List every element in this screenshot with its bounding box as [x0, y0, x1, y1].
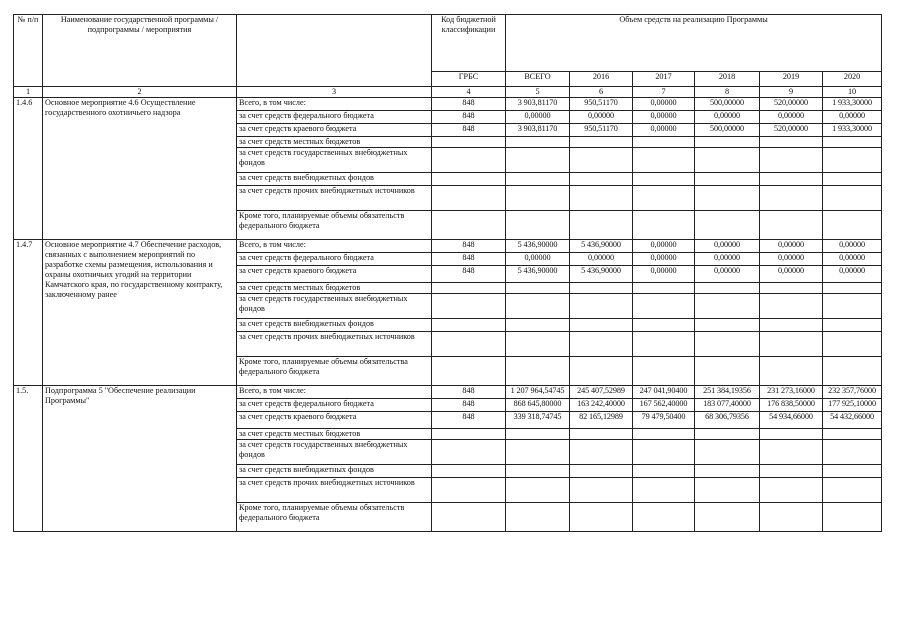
column-number: 4 [432, 87, 506, 98]
amount-cell: 1 207 964,54745 [506, 386, 570, 399]
grbs-code [432, 503, 506, 532]
amount-cell [695, 332, 760, 357]
grbs-code [432, 173, 506, 186]
table-row [14, 98, 882, 111]
amount-cell: 163 242,40000 [570, 399, 633, 412]
funding-source-label: Кроме того, планируемые объемы обязательств федерального бюджета [237, 503, 432, 532]
amount-cell [760, 173, 823, 186]
header-year-2018: 2018 [695, 72, 760, 87]
amount-cell [823, 503, 882, 532]
amount-cell: 520,00000 [760, 98, 823, 111]
amount-cell [506, 137, 570, 148]
amount-cell [570, 503, 633, 532]
amount-cell: 5 436,90000 [570, 266, 633, 283]
grbs-code: 848 [432, 253, 506, 266]
funding-source-label: за счет средств государственных внебюджетных фондов [237, 294, 432, 319]
header-grbs: ГРБС [432, 72, 506, 87]
column-number: 10 [823, 87, 882, 98]
amount-cell: 176 838,50000 [760, 399, 823, 412]
amount-cell [506, 478, 570, 503]
column-number-row [14, 87, 882, 98]
grbs-code [432, 429, 506, 440]
funding-source-label: за счет средств местных бюджетов [237, 137, 432, 148]
amount-cell [506, 429, 570, 440]
column-number: 5 [506, 87, 570, 98]
amount-cell [570, 137, 633, 148]
measure-name: Основное мероприятие 4.7 Обеспечение расходов, связанных с выполнением мероприятий по разработке схемы размещения, использования и охраны охотничьих угодий на территории Камчатского края, по государственному контракту, заключенному ранее [43, 240, 237, 386]
amount-cell: 0,00000 [823, 253, 882, 266]
amount-cell: 82 165,12989 [570, 412, 633, 429]
amount-cell [570, 211, 633, 240]
header-year-2019: 2019 [760, 72, 823, 87]
table-row [14, 386, 882, 399]
header-name: Наименование государственной программы / подпрограммы / мероприятия [43, 15, 237, 87]
funding-source-label: за счет средств местных бюджетов [237, 429, 432, 440]
amount-cell [823, 283, 882, 294]
amount-cell [570, 357, 633, 386]
amount-cell [633, 211, 695, 240]
table-body [14, 15, 882, 532]
amount-cell: 500,00000 [695, 124, 760, 137]
amount-cell: 54 934,66000 [760, 412, 823, 429]
amount-cell: 0,00000 [823, 111, 882, 124]
header-year-total: ВСЕГО [506, 72, 570, 87]
amount-cell [695, 294, 760, 319]
funding-source-label: за счет средств федерального бюджета [237, 399, 432, 412]
amount-cell [695, 429, 760, 440]
grbs-code [432, 283, 506, 294]
amount-cell [570, 332, 633, 357]
funding-source-label: за счет средств федерального бюджета [237, 253, 432, 266]
amount-cell: 54 432,66000 [823, 412, 882, 429]
measure-name: Подпрограмма 5 "Обеспечение реализации Программы" [43, 386, 237, 532]
funding-source-label: Всего, в том числе: [237, 98, 432, 111]
funding-source-label: за счет средств краевого бюджета [237, 266, 432, 283]
grbs-code [432, 440, 506, 465]
amount-cell: 868 645,80000 [506, 399, 570, 412]
amount-cell: 950,51170 [570, 98, 633, 111]
header-year-2017: 2017 [633, 72, 695, 87]
amount-cell [823, 332, 882, 357]
amount-cell [506, 186, 570, 211]
amount-cell [570, 319, 633, 332]
amount-cell [633, 294, 695, 319]
funding-source-label: за счет средств внебюджетных фондов [237, 173, 432, 186]
column-number: 7 [633, 87, 695, 98]
amount-cell [633, 465, 695, 478]
funding-source-label: за счет средств внебюджетных фондов [237, 465, 432, 478]
amount-cell: 950,51170 [570, 124, 633, 137]
amount-cell: 231 273,16000 [760, 386, 823, 399]
amount-cell [633, 186, 695, 211]
amount-cell [633, 440, 695, 465]
amount-cell [633, 137, 695, 148]
column-number: 8 [695, 87, 760, 98]
amount-cell [695, 503, 760, 532]
amount-cell [506, 319, 570, 332]
column-number: 6 [570, 87, 633, 98]
amount-cell [760, 137, 823, 148]
amount-cell: 500,00000 [695, 98, 760, 111]
amount-cell: 68 306,79356 [695, 412, 760, 429]
header-year-2020: 2020 [823, 72, 882, 87]
amount-cell [633, 319, 695, 332]
funding-source-label: Кроме того, планируемые объемы обязательства федерального бюджета [237, 357, 432, 386]
funding-source-label: за счет средств прочих внебюджетных источников [237, 186, 432, 211]
funding-source-label: Кроме того, планируемые объемы обязательств федерального бюджета [237, 211, 432, 240]
amount-cell: 0,00000 [695, 111, 760, 124]
amount-cell [506, 503, 570, 532]
row-number: 1.5. [14, 386, 43, 532]
grbs-code [432, 357, 506, 386]
amount-cell [633, 332, 695, 357]
grbs-code [432, 465, 506, 478]
amount-cell [823, 478, 882, 503]
amount-cell [823, 465, 882, 478]
header-number: № п/п [14, 15, 43, 87]
amount-cell: 3 903,81170 [506, 98, 570, 111]
amount-cell [695, 465, 760, 478]
amount-cell [506, 173, 570, 186]
amount-cell: 0,00000 [695, 253, 760, 266]
amount-cell: 0,00000 [633, 98, 695, 111]
header-volume: Объем средств на реализацию Программы [506, 15, 882, 72]
amount-cell [695, 173, 760, 186]
amount-cell [823, 186, 882, 211]
amount-cell [570, 148, 633, 173]
amount-cell: 245 407,52989 [570, 386, 633, 399]
amount-cell: 5 436,90000 [506, 266, 570, 283]
amount-cell: 5 436,90000 [570, 240, 633, 253]
amount-cell: 0,00000 [823, 240, 882, 253]
amount-cell [760, 211, 823, 240]
amount-cell: 339 318,74745 [506, 412, 570, 429]
header-row [14, 15, 882, 72]
amount-cell: 0,00000 [823, 266, 882, 283]
amount-cell: 3 903,81170 [506, 124, 570, 137]
column-number: 3 [237, 87, 432, 98]
amount-cell: 520,00000 [760, 124, 823, 137]
grbs-code: 848 [432, 399, 506, 412]
amount-cell [823, 294, 882, 319]
funding-source-label: за счет средств краевого бюджета [237, 124, 432, 137]
amount-cell [570, 294, 633, 319]
amount-cell [760, 148, 823, 173]
amount-cell [823, 357, 882, 386]
amount-cell: 0,00000 [760, 111, 823, 124]
grbs-code: 848 [432, 98, 506, 111]
amount-cell [506, 294, 570, 319]
amount-cell [695, 186, 760, 211]
grbs-code [432, 294, 506, 319]
grbs-code: 848 [432, 386, 506, 399]
amount-cell: 183 077,40000 [695, 399, 760, 412]
amount-cell: 1 933,30000 [823, 98, 882, 111]
amount-cell [570, 465, 633, 478]
grbs-code: 848 [432, 266, 506, 283]
grbs-code: 848 [432, 124, 506, 137]
amount-cell: 0,00000 [570, 253, 633, 266]
amount-cell [570, 173, 633, 186]
header-source [237, 15, 432, 87]
grbs-code [432, 478, 506, 503]
amount-cell [823, 148, 882, 173]
funding-source-label: за счет средств государственных внебюджетных фондов [237, 440, 432, 465]
table-row [14, 240, 882, 253]
amount-cell [506, 357, 570, 386]
amount-cell [695, 319, 760, 332]
amount-cell [760, 440, 823, 465]
amount-cell: 0,00000 [506, 111, 570, 124]
amount-cell [823, 137, 882, 148]
amount-cell [506, 332, 570, 357]
header-code: Код бюджетной классификации [432, 15, 506, 72]
grbs-code: 848 [432, 111, 506, 124]
amount-cell [506, 283, 570, 294]
amount-cell: 0,00000 [760, 240, 823, 253]
grbs-code [432, 319, 506, 332]
amount-cell [695, 211, 760, 240]
amount-cell: 0,00000 [633, 111, 695, 124]
funding-source-label: за счет средств прочих внебюджетных источников [237, 332, 432, 357]
amount-cell [760, 357, 823, 386]
amount-cell: 247 041,90400 [633, 386, 695, 399]
grbs-code [432, 148, 506, 173]
amount-cell [823, 319, 882, 332]
amount-cell [695, 357, 760, 386]
grbs-code: 848 [432, 240, 506, 253]
amount-cell [760, 429, 823, 440]
amount-cell [823, 429, 882, 440]
column-number: 2 [43, 87, 237, 98]
amount-cell [760, 186, 823, 211]
amount-cell [695, 148, 760, 173]
amount-cell [760, 283, 823, 294]
funding-source-label: за счет средств федерального бюджета [237, 111, 432, 124]
amount-cell [695, 440, 760, 465]
amount-cell [633, 503, 695, 532]
amount-cell: 0,00000 [695, 240, 760, 253]
row-number: 1.4.6 [14, 98, 43, 240]
budget-table [13, 14, 882, 532]
header-year-2016: 2016 [570, 72, 633, 87]
amount-cell: 79 479,50400 [633, 412, 695, 429]
amount-cell [506, 148, 570, 173]
amount-cell: 0,00000 [633, 266, 695, 283]
measure-name: Основное мероприятие 4.6 Осуществление государственного охотничьего надзора [43, 98, 237, 240]
amount-cell [823, 440, 882, 465]
grbs-code [432, 211, 506, 240]
amount-cell [633, 429, 695, 440]
amount-cell [760, 294, 823, 319]
amount-cell [570, 283, 633, 294]
amount-cell: 177 925,10000 [823, 399, 882, 412]
amount-cell [760, 503, 823, 532]
funding-source-label: Всего, в том числе: [237, 240, 432, 253]
amount-cell: 1 933,30000 [823, 124, 882, 137]
amount-cell [760, 465, 823, 478]
funding-source-label: за счет средств местных бюджетов [237, 283, 432, 294]
amount-cell [695, 478, 760, 503]
amount-cell [633, 148, 695, 173]
amount-cell [823, 211, 882, 240]
funding-source-label: Всего, в том числе: [237, 386, 432, 399]
amount-cell [633, 283, 695, 294]
column-number: 9 [760, 87, 823, 98]
amount-cell [633, 173, 695, 186]
amount-cell [760, 319, 823, 332]
amount-cell: 167 562,40000 [633, 399, 695, 412]
funding-source-label: за счет средств внебюджетных фондов [237, 319, 432, 332]
amount-cell [695, 283, 760, 294]
grbs-code [432, 186, 506, 211]
amount-cell [570, 186, 633, 211]
amount-cell: 251 384,19356 [695, 386, 760, 399]
grbs-code: 848 [432, 412, 506, 429]
amount-cell [570, 478, 633, 503]
amount-cell [506, 440, 570, 465]
amount-cell [570, 429, 633, 440]
amount-cell: 0,00000 [506, 253, 570, 266]
column-number: 1 [14, 87, 43, 98]
amount-cell: 0,00000 [760, 266, 823, 283]
funding-source-label: за счет средств государственных внебюджетных фондов [237, 148, 432, 173]
amount-cell: 0,00000 [570, 111, 633, 124]
amount-cell [633, 478, 695, 503]
row-number: 1.4.7 [14, 240, 43, 386]
amount-cell: 0,00000 [633, 253, 695, 266]
funding-source-label: за счет средств прочих внебюджетных источников [237, 478, 432, 503]
amount-cell: 0,00000 [760, 253, 823, 266]
amount-cell [506, 211, 570, 240]
grbs-code [432, 332, 506, 357]
amount-cell: 0,00000 [633, 240, 695, 253]
amount-cell: 232 357,76000 [823, 386, 882, 399]
amount-cell: 0,00000 [633, 124, 695, 137]
amount-cell [695, 137, 760, 148]
amount-cell: 0,00000 [695, 266, 760, 283]
amount-cell [760, 332, 823, 357]
amount-cell [570, 440, 633, 465]
amount-cell [506, 465, 570, 478]
funding-source-label: за счет средств краевого бюджета [237, 412, 432, 429]
amount-cell: 5 436,90000 [506, 240, 570, 253]
amount-cell [760, 478, 823, 503]
amount-cell [633, 357, 695, 386]
amount-cell [823, 173, 882, 186]
grbs-code [432, 137, 506, 148]
